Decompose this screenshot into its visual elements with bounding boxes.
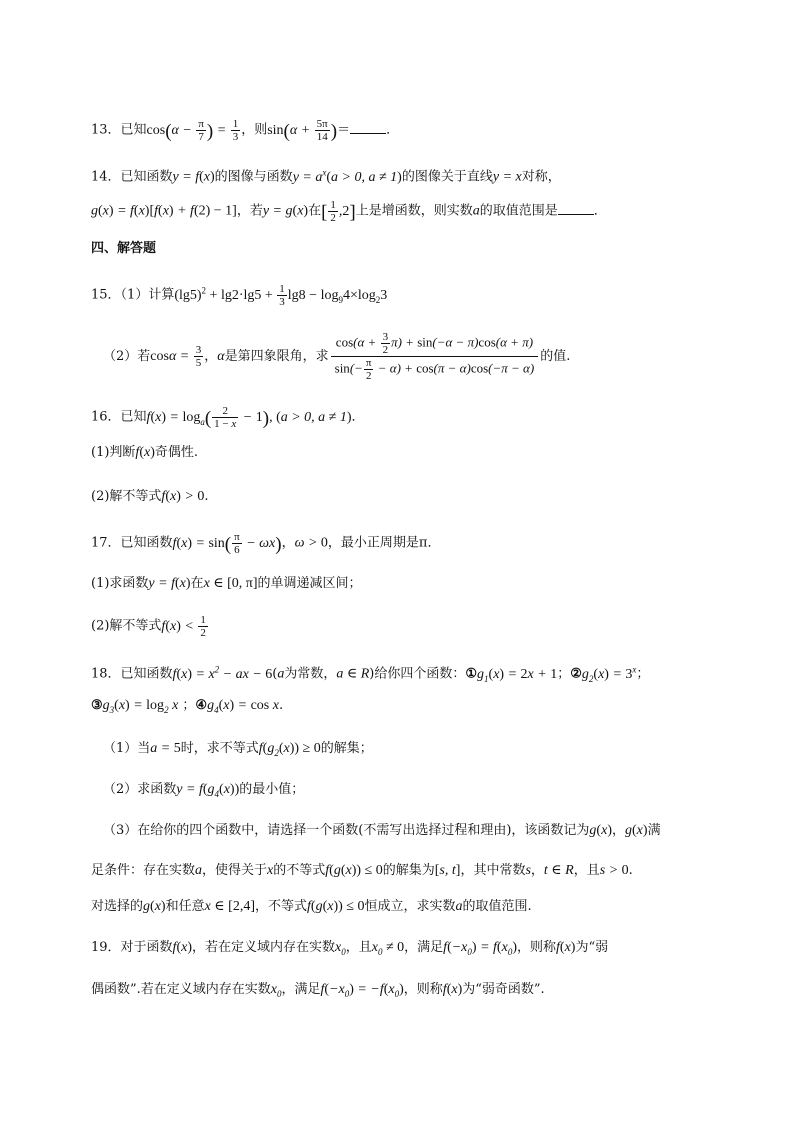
q14-prefix: 14．已知函数 <box>91 169 173 185</box>
q18-sub2-label: （2）求函数 <box>103 782 177 797</box>
question-18-sub-1: （1）当a = 5时，求不等式$f(g_2(x)) \ge 0$的解集； <box>103 741 373 758</box>
q17-sub1-label: (1)求函数 <box>91 576 149 591</box>
q16-sub2-label: (2)解不等式 <box>91 489 162 504</box>
q18-text: 的解集； <box>320 741 373 756</box>
q18-text: ( <box>272 666 278 682</box>
question-19-cont: 偶函数”.若在定义域内存在实数$x_0$，满足$f(-x_0) = -f(x_0)$，则称f(x)为“弱奇函数”. <box>91 982 545 999</box>
q18-text: 恒成立，求实数 <box>364 899 456 914</box>
option-4-marker: ④ <box>195 698 208 713</box>
answer-blank[interactable] <box>350 121 386 134</box>
question-18: 18．已知函数$f(x) = x^2$ − ax − 6(a为常数，a ∈ R)给你四个函数：$①g_1(x) = 2x + 1$；$②g_2(x) = 3^x$； <box>91 664 650 684</box>
q14-text: ． <box>593 203 607 219</box>
q18-text: 的不等式 <box>273 863 326 878</box>
question-18-sub-2: （2）求函数$y = f(g_4(x))$的最小值； <box>103 782 305 799</box>
q18-text: 的解集为 <box>382 863 435 878</box>
question-14-line-1: 14．已知函数y = f(x)的图像与函数$y = a^x(a > 0$, a ≠ 1)的图像关于直线y = x对称， <box>91 167 561 185</box>
q16-tail: ． <box>351 409 365 425</box>
q18-text: 时，求不等式 <box>180 741 259 756</box>
q15-text: ， <box>204 349 218 364</box>
question-16: 16．已知$f(x) = \log_a$( $\frac{2}{1 - x}$ − 1), (a > 0, a ≠ 1)． <box>91 405 365 430</box>
q18-sub3-label: （3）在给你的四个函数中，请选择一个函数(不需写出选择过程和理由)，该函数记为 <box>103 823 590 838</box>
question-17: 17．已知函数f(x) = sin( $\frac{\pi}{6}$ − ωx)，ω > 0，最小正周期是π． <box>91 531 441 556</box>
question-13: 13．已知cos(α − $\frac{\pi}{7}$ ) = $\frac{1}{3}$ ，则sin(α + $\frac{5\pi}{14}$ )＝ ． <box>91 118 400 143</box>
q16-sub1-label: (1)判断 <box>91 445 136 460</box>
question-18-sub-3-cont: 足条件：存在实数a，使得关于x的不等式f(g(x)) ≤ 0的解集为[s, t]，其中常数s，t ∈ R，且s > 0. <box>91 863 633 878</box>
option-2-marker: ② <box>570 666 582 682</box>
q17-sub2-label: (2)解不等式 <box>91 618 162 634</box>
q14-text: 在 <box>308 203 322 219</box>
q19-text: ，满足 <box>281 982 321 997</box>
q15-text: 的值. <box>540 349 571 364</box>
question-14-line-2: g(x) = f(x)[f(x) + f(2) − 1]，若y = g(x)在[ $\frac{1}{2}$ ,2]上是增函数，则实数a的取值范围是 ． <box>91 199 607 224</box>
q18-text: 的最小值； <box>239 782 305 797</box>
q13-mid: ，则 <box>241 122 268 138</box>
q13-tail: ． <box>386 122 400 138</box>
q17-text: ，最小正周期是π． <box>327 535 441 551</box>
section-heading: 四、解答题 <box>91 241 157 256</box>
q19-text: ，若在定义域内存在实数 <box>192 940 336 955</box>
q15-expression: cos(α + $\frac{3}{2}$ π) + sin(−α − π)cos(α + π) sin(− $\frac{\pi}{2}$ − α) + cos(π − α)cos(−π − α) <box>331 331 539 382</box>
answer-blank[interactable] <box>558 202 594 215</box>
q17-text: 的单调递减区间； <box>257 576 362 591</box>
q17-text: ， <box>281 535 295 551</box>
q16-text: 奇偶性. <box>154 445 199 460</box>
q18-sub1-label: （1）当 <box>103 741 151 756</box>
q14-text: 的图像与函数 <box>214 169 293 185</box>
question-18-sub-3: （3）在给你的四个函数中，请选择一个函数(不需写出选择过程和理由)，该函数记为g(x)，g(x)满 <box>103 823 661 838</box>
q18-text: 的取值范围. <box>462 899 532 914</box>
q14-text: 上是增函数，则实数 <box>355 203 473 219</box>
q15-prefix: 15． <box>91 287 121 303</box>
q19-text: 偶函数”.若在定义域内存在实数 <box>91 982 271 997</box>
q18-text: 满 <box>647 823 661 838</box>
q14-text: ，若 <box>236 203 263 219</box>
q19-text: ，满足 <box>404 940 444 955</box>
q15-part1-label: （1）计算 <box>120 287 175 303</box>
option-3-marker: ③ <box>91 698 103 713</box>
q19-text: ，则称 <box>403 982 443 997</box>
q17-text: 在 <box>190 576 204 591</box>
q13-prefix: 13．已知 <box>91 122 147 138</box>
q18-text: ，使得关于 <box>202 863 268 878</box>
question-19: 19．对于函数f(x)，若在定义域内存在实数$x_0$，且$x_0 \ne 0$，满足$f(-x_0) = f(x_0)$，则称f(x)为“弱 <box>91 940 609 957</box>
q18-text: ，其中常数 <box>460 863 526 878</box>
q18-text: 对选择的 <box>91 899 144 914</box>
q19-prefix: 19．对于函数 <box>91 940 173 955</box>
q18-text: 和任意 <box>165 899 205 914</box>
question-16-sub-2: (2)解不等式f(x) > 0. <box>91 489 209 504</box>
question-18-sub-3-end: 对选择的g(x)和任意x ∈ [2,4]，不等式f(g(x)) ≤ 0恒成立，求实数a的取值范围. <box>91 899 532 914</box>
q18-prefix: 18．已知函数 <box>91 666 173 682</box>
q14-text: 的取值范围是 <box>479 203 558 219</box>
q19-text: ，则称 <box>516 940 556 955</box>
q19-text: ，且 <box>345 940 372 955</box>
q15-text: 是第四象限角，求 <box>224 349 329 364</box>
question-15-part-2: （2）若cosα = $\frac{3}{5}$ ，α是第四象限角，求 cos(α + $\frac{3}{2}$ π) + sin(−α − π)cos(α + π) sin(− $\frac{\pi}{2}$ − α) + cos(π − α)cos(−π − α) 的值. <box>103 331 571 382</box>
q15-part2-label: （2）若 <box>103 349 151 364</box>
q19-text: 为“弱奇函数”. <box>462 982 545 997</box>
q18-text: ，且 <box>573 863 600 878</box>
q18-text: 为常数， <box>284 666 337 682</box>
q18-text: )给你四个函数： <box>369 666 466 682</box>
question-18-options: $③g_3(x) = \log_2 x$ ；$④g_4(x) = \cos x$. <box>91 698 284 715</box>
q18-text: 足条件：存在实数 <box>91 863 196 878</box>
q13-equals: ＝ <box>337 122 351 138</box>
q19-text: 为“弱 <box>575 940 609 955</box>
question-17-sub-1: (1)求函数y = f(x)在x ∈ [0, π]的单调递减区间； <box>91 576 362 591</box>
question-16-sub-1: (1)判断f(x)奇偶性. <box>91 445 199 460</box>
q18-text: ，不等式 <box>255 899 308 914</box>
q14-text: 的图像关于直线 <box>401 169 493 185</box>
q16-prefix: 16．已知 <box>91 409 147 425</box>
option-1-marker: ① <box>465 666 478 682</box>
question-17-sub-2: (2)解不等式f(x) < $\frac{1}{2}$ <box>91 614 206 639</box>
q14-text: 对称， <box>521 169 561 185</box>
q18-text: ， <box>611 823 625 838</box>
q17-prefix: 17．已知函数 <box>91 535 173 551</box>
question-15-part-1: 15．（1）计算$(\lg 5)^2 + \lg 2\cdot\lg 5$ + $\frac{1}{3}$ $\lg 8 - \log_94\times\log_23$ <box>91 282 388 308</box>
